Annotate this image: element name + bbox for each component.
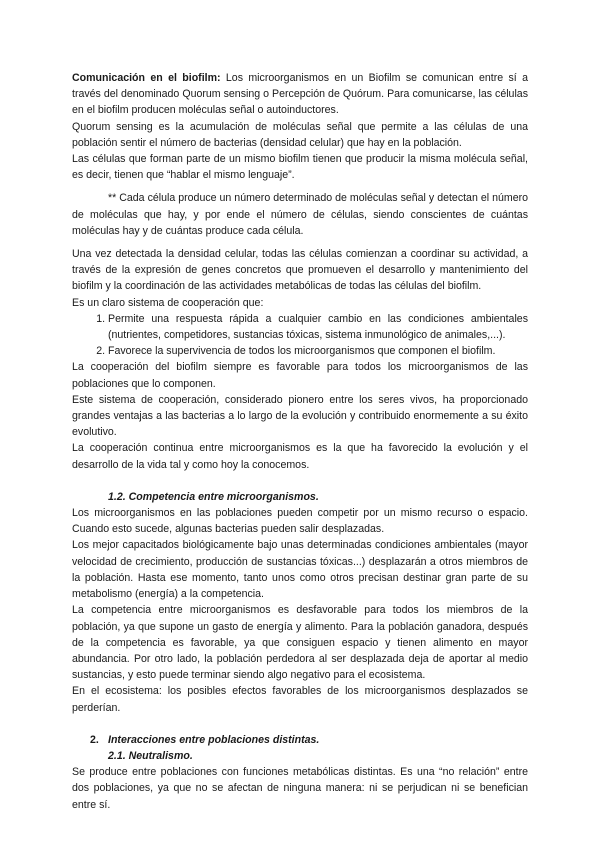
quorum-sensing-paragraph: Quorum sensing es la acumulación de moléculas señal que permite a las células de una población sentir el número de bacterias (densidad celular) que hay en la población. [72, 120, 528, 149]
cooperation-system-paragraph: Es un claro sistema de cooperación que: [72, 296, 264, 309]
neutralism-heading: 2.1. Neutralismo. [108, 749, 193, 762]
competition-paragraph-3: La competencia entre microorganismos es desfavorable para todos los miembros de la población, ya que supone un gasto de energía y alimento. Para la población ganadora, después de la competencia es favorable, ya que consiguen espacio y tienen alimento en mayor abundancia. Por otro lado, la población perdedora al ser desplazada deja de aportar al medio sustancias, y esto puede terminar siendo algo negativo para el ecosistema. [72, 604, 528, 682]
interactions-heading [72, 732, 528, 748]
biofilm-intro-paragraph [72, 70, 528, 119]
neutralism-paragraph: Se produce entre poblaciones con funciones metabólicas distintas. Es una “no relación” entre dos poblaciones, ya que no se afectan de ninguna manera: ni se perjudican ni se benefician entre sí. [72, 766, 528, 811]
biofilm-heading: Comunicación en el biofilm: [72, 72, 221, 84]
competition-paragraph-2: Los mejor capacitados biológicamente bajo unas determinadas condiciones ambientales (mayor velocidad de crecimiento, producción de sustancias tóxicas...) desplazarán a otros miembros de la población. Hasta ese momento, tanto unos como otros precisan destinar gran parte de su metabolismo (energía) a la competencia. [72, 539, 528, 601]
signal-molecules-paragraph: ** Cada célula produce un número determinado de moléculas señal y detectan el número de moléculas que hay, y por ende el número de células, siendo conscientes de cuántas moléculas hay y de cuántas produce cada célula. [72, 192, 528, 237]
interactions-heading-number: 2. [90, 733, 99, 746]
list-item: 2. Favorece la supervivencia de todos los microorganismos que componen el biofilm. [108, 343, 528, 359]
competition-heading: 1.2. Competencia entre microorganismos. [108, 490, 319, 503]
biofilm-intro-text: Los microorganismos en un Biofilm se comunican entre sí a través del denominado Quorum sensing o Percepción de Quórum. Para comunicarse, las células en el biofilm producen moléculas señal o autoinductores. [72, 72, 529, 117]
cooperation-list [72, 311, 528, 360]
same-language-paragraph: Las células que forman parte de un mismo biofilm tienen que producir la misma molécula señal, es decir, tienen que “hablar el mismo lenguaje”. [72, 153, 528, 182]
spacer [72, 183, 528, 190]
spacer [72, 239, 528, 246]
competition-paragraph-1: Los microorganismos en las poblaciones pueden competir por un mismo recurso o espacio. Cuando esto sucede, algunas bacterias pueden salir desplazadas. [72, 507, 528, 536]
spacer [72, 473, 528, 489]
pioneer-system-paragraph: Este sistema de cooperación, considerado pionero entre los seres vivos, ha proporcionado grandes ventajas a las bacterias a lo largo de la evolución y contribuido enormemente a su éxito evolutivo. [72, 393, 528, 439]
cell-density-paragraph: Una vez detectada la densidad celular, todas las células comienzan a coordinar su actividad, a través de la expresión de genes concretos que promueven el desarrollo y mantenimiento del biofilm y la coordinación de las actividades metabólicas de todas las células del biofilm. [72, 248, 528, 293]
continuous-cooperation-paragraph: La cooperación continua entre microorganismos es la que ha favorecido la evolución y el desarrollo de la vida tal y como hoy la conocemos. [72, 442, 528, 471]
document-page [72, 70, 528, 813]
interactions-heading-text: Interacciones entre poblaciones distintas. [108, 733, 320, 746]
spacer [72, 716, 528, 732]
competition-paragraph-4: En el ecosistema: los posibles efectos favorables de los microorganismos desplazados se perderían. [72, 685, 528, 714]
cooperation-favorable-paragraph: La cooperación del biofilm siempre es favorable para todos los microorganismos de las poblaciones que lo componen. [72, 361, 528, 390]
list-item: 1. Permite una respuesta rápida a cualquier cambio en las condiciones ambientales (nutrientes, competidores, sustancias tóxicas, sistema inmunológico de animales,...). [108, 311, 528, 343]
